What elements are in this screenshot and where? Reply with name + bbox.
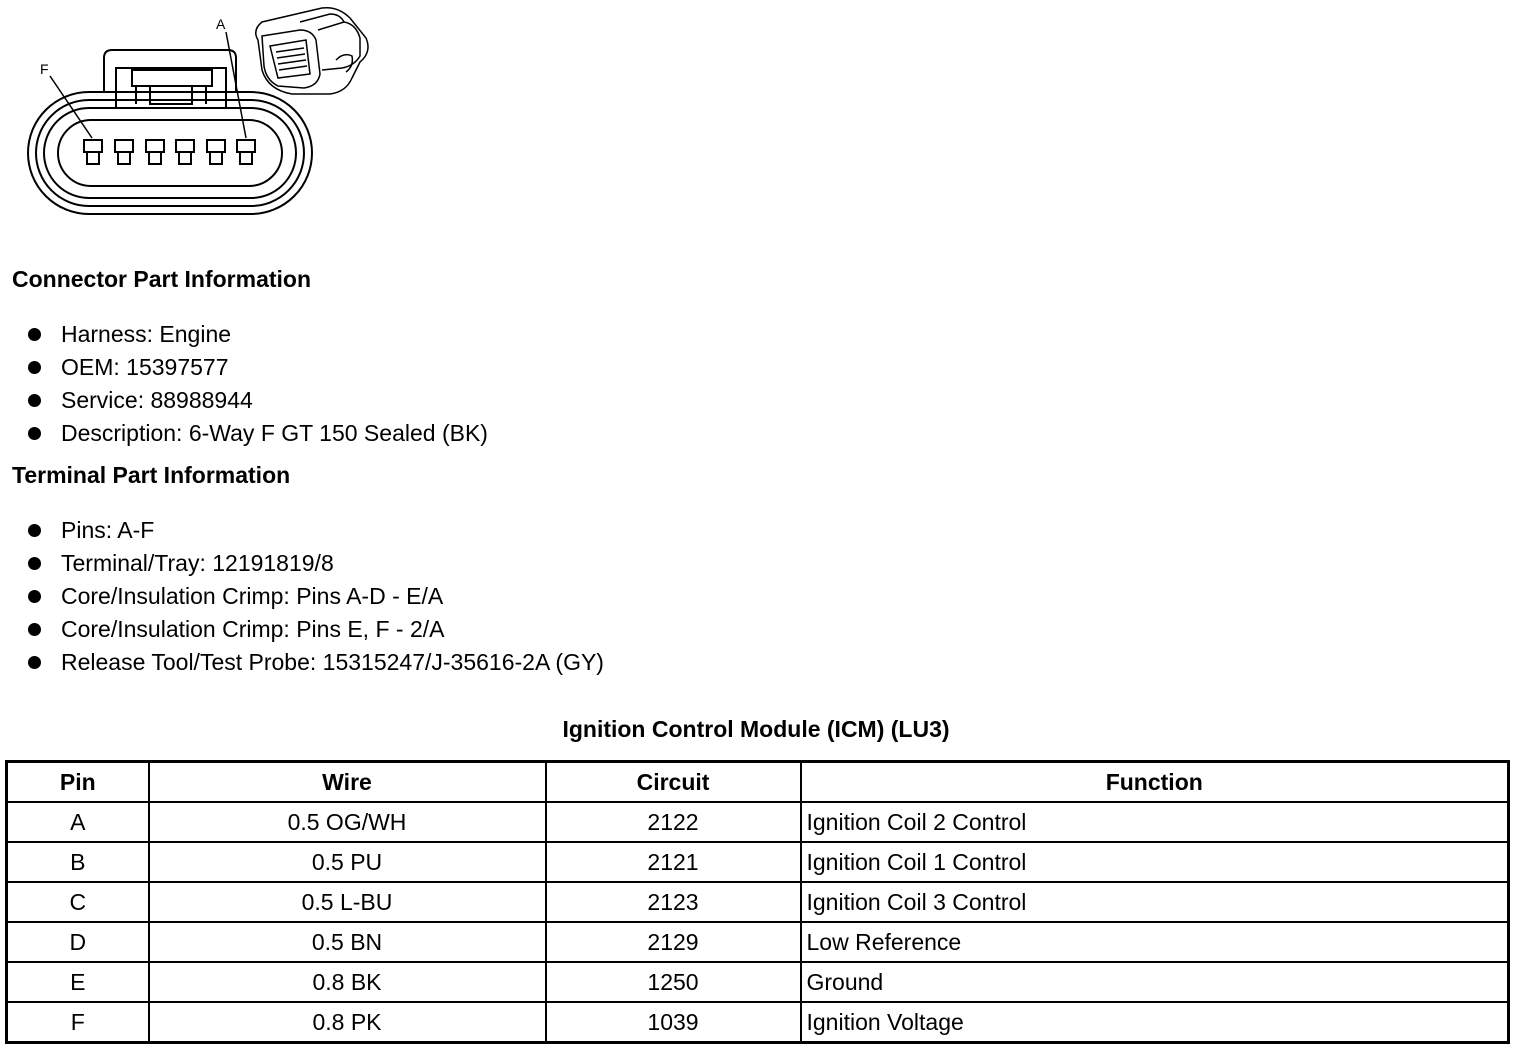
bullet-icon [28,328,41,341]
table-row [7,1002,1509,1043]
list-item: Service: 88988944 [28,384,488,417]
list-item: Core/Insulation Crimp: Pins E, F - 2/A [28,613,604,646]
connector-info-list [28,318,488,450]
list-item: Core/Insulation Crimp: Pins A-D - E/A [28,580,604,613]
column-header-pin: Pin [7,762,149,803]
bullet-icon [28,656,41,669]
wire-cell: 0.8 PK [149,1002,546,1043]
pin-cell: D [7,922,149,962]
function-cell: Low Reference [801,922,1509,962]
pin-cell: C [7,882,149,922]
terminal-cavities [84,140,255,164]
connector-3d-icon [256,8,368,94]
function-cell: Ignition Coil 1 Control [801,842,1509,882]
circuit-cell: 2122 [546,802,801,842]
table-row [7,842,1509,882]
circuit-cell: 2129 [546,922,801,962]
terminal-section-title: Terminal Part Information [12,462,291,488]
list-item: Description: 6-Way F GT 150 Sealed (BK) [28,417,488,450]
list-item: Pins: A-F [28,514,604,547]
table-row [7,922,1509,962]
wire-cell: 0.5 BN [149,922,546,962]
table-row [7,962,1509,1002]
bullet-icon [28,427,41,440]
list-item: OEM: 15397577 [28,351,488,384]
function-cell: Ignition Voltage [801,1002,1509,1043]
circuit-cell: 1250 [546,962,801,1002]
pin-cell: A [7,802,149,842]
pinout-table [5,760,1510,1044]
table-title: Ignition Control Module (ICM) (LU3) [562,716,950,742]
table-header-row [7,762,1509,803]
pin-label-f: F [40,61,49,77]
bullet-icon [28,361,41,374]
function-cell: Ignition Coil 2 Control [801,802,1509,842]
pin-cell: B [7,842,149,882]
pin-cell: E [7,962,149,1002]
table-row [7,802,1509,842]
bullet-icon [28,557,41,570]
wire-cell: 0.8 BK [149,962,546,1002]
pin-cell: F [7,1002,149,1043]
column-header-circuit: Circuit [546,762,801,803]
list-item: Harness: Engine [28,318,488,351]
table-row [7,882,1509,922]
list-item: Release Tool/Test Probe: 15315247/J-35616-2A (GY) [28,646,604,679]
bullet-icon [28,590,41,603]
list-item: Terminal/Tray: 12191819/8 [28,547,604,580]
connector-diagram [0,0,400,230]
function-cell: Ignition Coil 3 Control [801,882,1509,922]
wire-cell: 0.5 OG/WH [149,802,546,842]
wire-cell: 0.5 PU [149,842,546,882]
circuit-cell: 1039 [546,1002,801,1043]
wire-cell: 0.5 L-BU [149,882,546,922]
column-header-wire: Wire [149,762,546,803]
pin-label-a: A [216,16,226,32]
bullet-icon [28,394,41,407]
connector-section-title: Connector Part Information [12,266,312,292]
bullet-icon [28,623,41,636]
terminal-info-list [28,514,604,679]
bullet-icon [28,524,41,537]
circuit-cell: 2121 [546,842,801,882]
circuit-cell: 2123 [546,882,801,922]
column-header-function: Function [801,762,1509,803]
function-cell: Ground [801,962,1509,1002]
